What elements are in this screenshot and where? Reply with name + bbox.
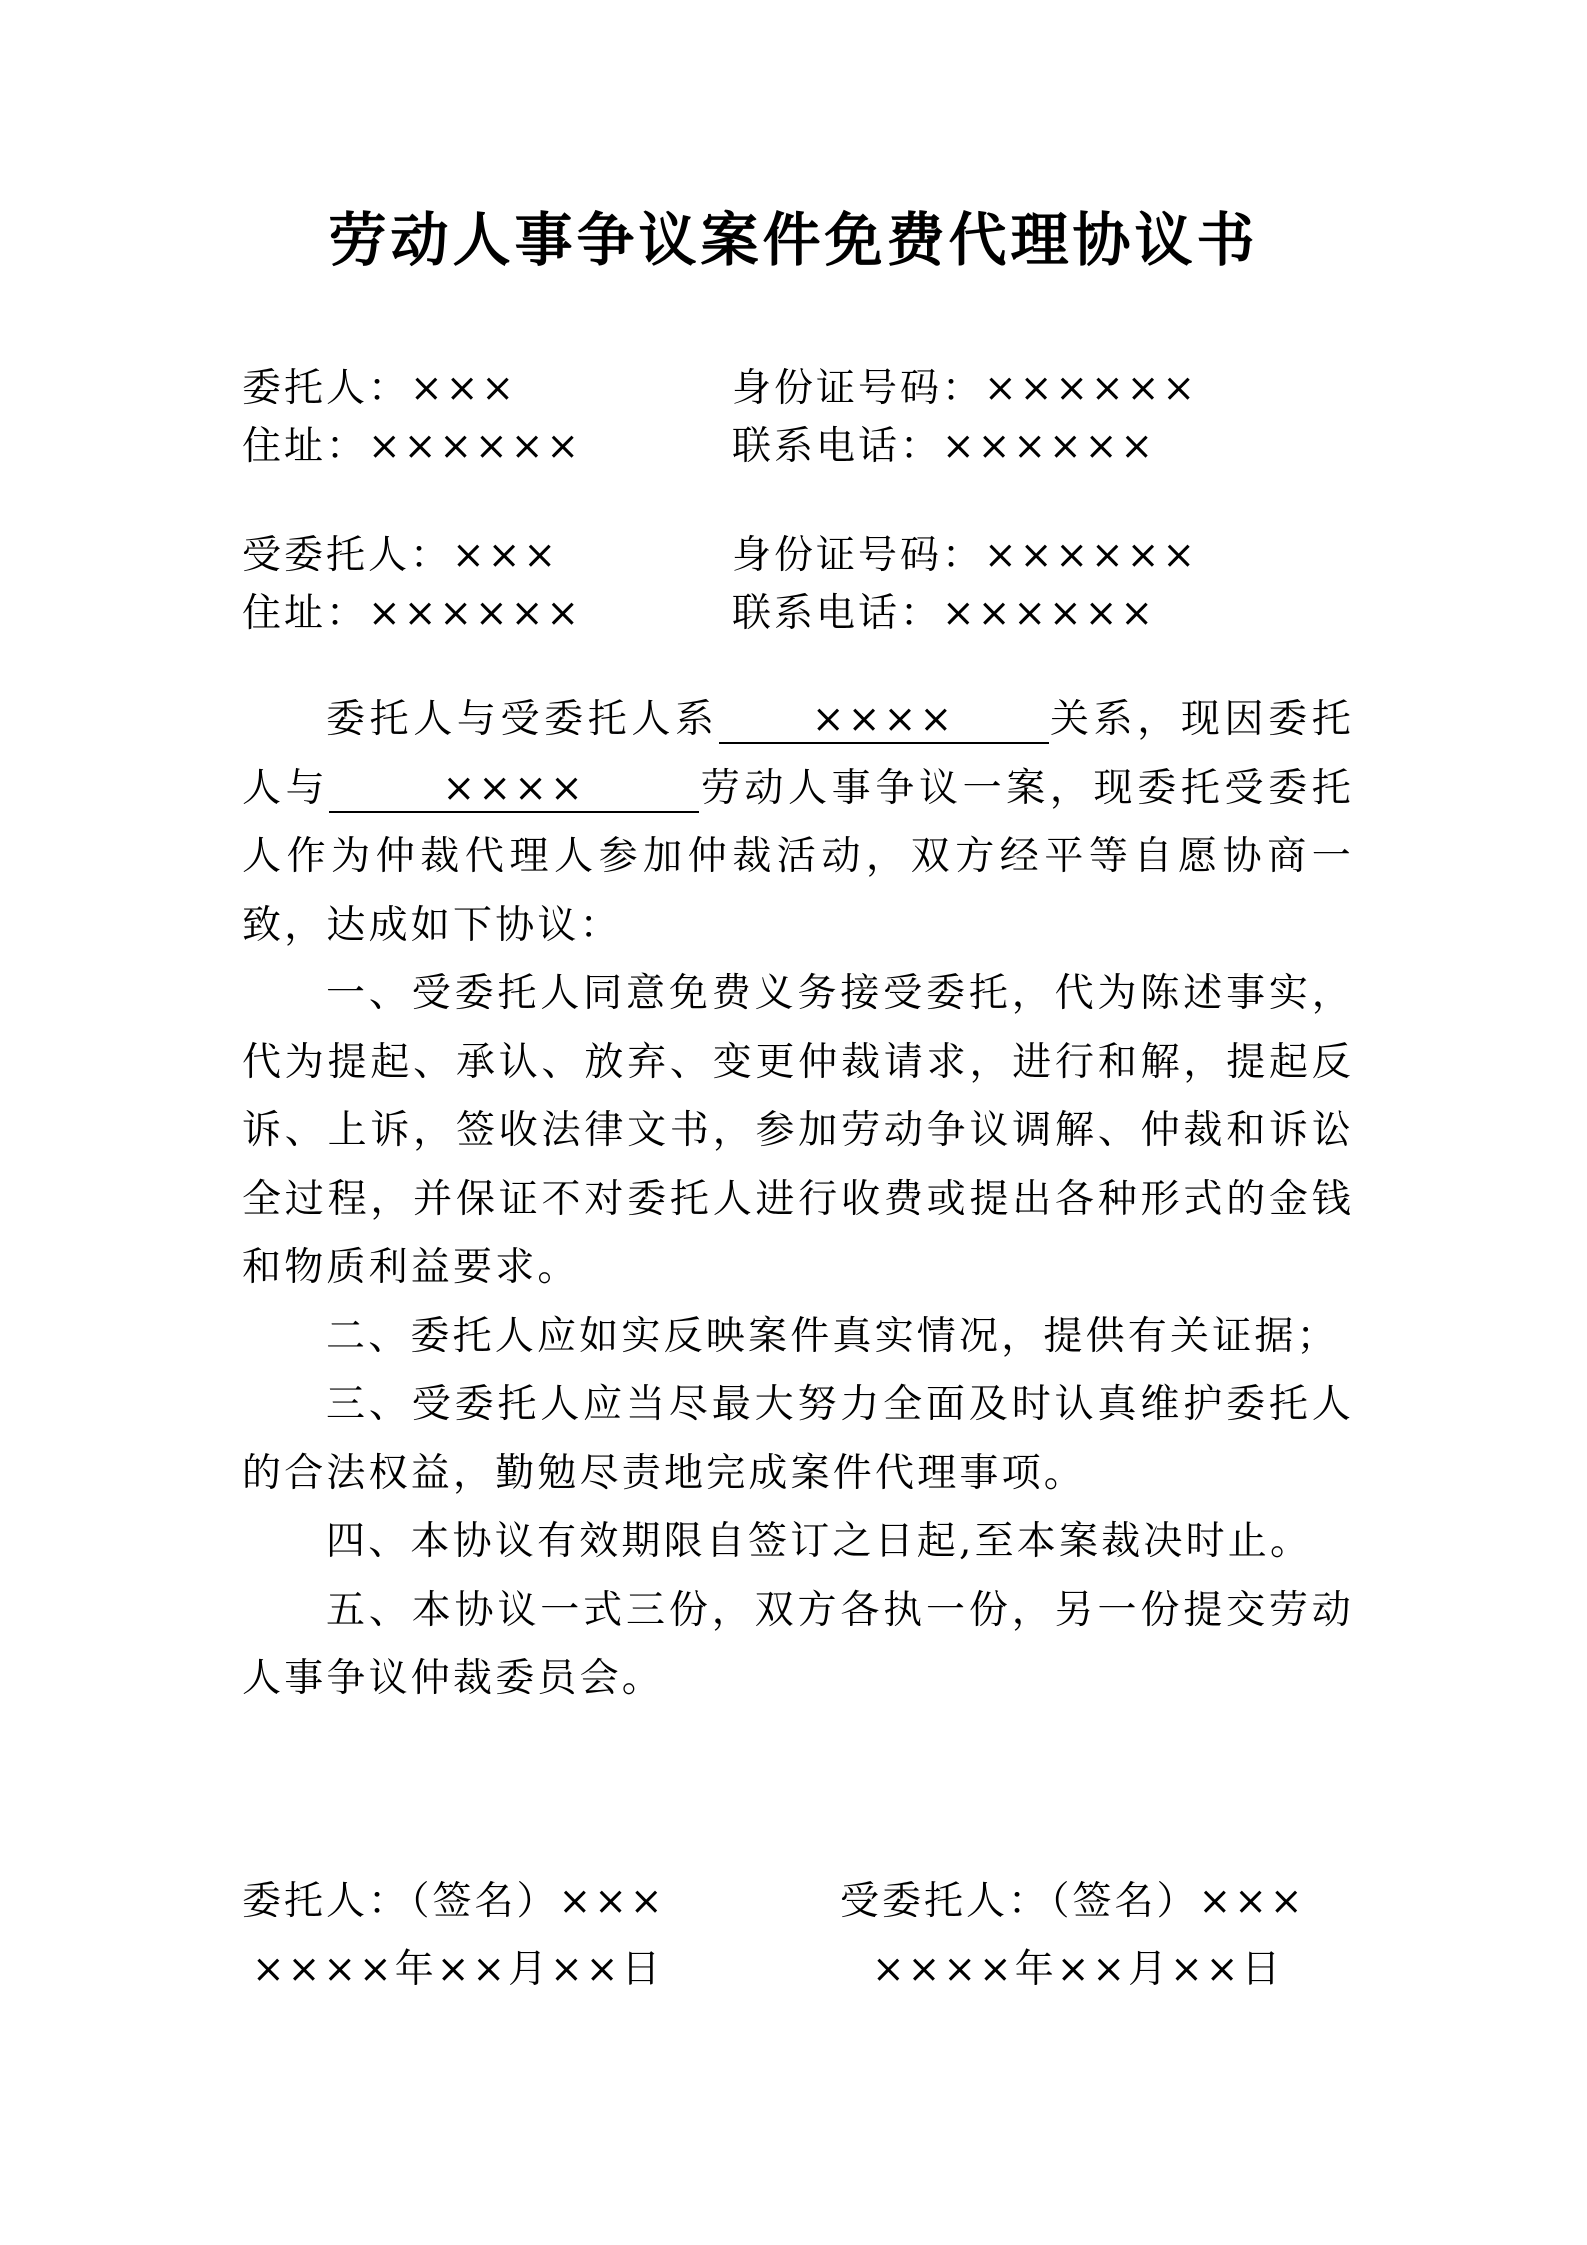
agent-info [242, 527, 1372, 643]
principal-address-label: 住址： [242, 424, 369, 469]
agreement-body [242, 686, 1354, 1714]
document-title: 劳动人事争议案件免费代理协议书 [328, 206, 1259, 274]
agent-id-line [732, 527, 1198, 585]
agent-signature-label: 受委托人：（签名） [840, 1879, 1199, 1924]
principal-phone-label: 联系电话： [732, 424, 943, 469]
agent-name: ××× [452, 533, 560, 578]
principal-phone-line [732, 418, 1156, 476]
principal-phone: ×××××× [942, 424, 1157, 469]
agent-phone-line [732, 585, 1156, 643]
clause-3: 三、受委托人应当尽最大努力全面及时认真维护委托人的合法权益，勤勉尽责地完成案件代理事项。 [242, 1382, 1354, 1496]
intro-part3: 劳动人事争议一案，现委托受委托人作为仲裁代理人参加仲裁活动，双方经平等自愿协商一致，达成如下协议： [242, 765, 1354, 948]
principal-signature-line [242, 1868, 666, 1936]
principal-signature-label: 委托人：（签名） [242, 1879, 559, 1924]
agent-signature-date: ××××年××月××日 [872, 1947, 1284, 1992]
agent-address-label: 住址： [242, 591, 369, 636]
agent-name-label: 受委托人： [242, 533, 453, 578]
clause-5: 五、本协议一式三份，双方各执一份，另一份提交劳动人事争议仲裁委员会。 [242, 1587, 1354, 1701]
agent-signature-line [840, 1868, 1306, 1936]
agent-id: ×××××× [984, 533, 1199, 578]
agent-signature-block [840, 1868, 1306, 2004]
agent-address: ×××××× [368, 591, 583, 636]
principal-id: ×××××× [984, 366, 1199, 411]
principal-signature-block [242, 1868, 666, 2004]
principal-id-line [732, 360, 1198, 418]
principal-signature-name: ××× [558, 1879, 666, 1924]
agent-address-line [242, 585, 582, 643]
principal-name: ××× [410, 366, 518, 411]
principal-signature-date: ××××年××月××日 [252, 1947, 664, 1992]
relation-blank: ×××× [719, 698, 1049, 744]
principal-address-line [242, 418, 582, 476]
agent-phone: ×××××× [942, 591, 1157, 636]
intro-part2: 关系，现因委托人与 [242, 697, 1354, 811]
clause-1: 一、受委托人同意免费义务接受委托，代为陈述事实，代为提起、承认、放弃、变更仲裁请求，进行和解，提起反诉、上诉，签收法律文书，参加劳动争议调解、仲裁和诉讼全过程，并保证不对委托人进行收费或提出各种形式的金钱和物质利益要求。 [242, 971, 1354, 1290]
principal-address: ×××××× [368, 424, 583, 469]
principal-info [242, 360, 1372, 476]
principal-id-label: 身份证号码： [732, 366, 985, 411]
agent-phone-label: 联系电话： [732, 591, 943, 636]
intro-part1: 委托人与受委托人系 [326, 697, 719, 742]
opponent-blank: ×××× [329, 767, 699, 813]
intro-paragraph [242, 686, 1354, 960]
clause-2: 二、委托人应如实反映案件真实情况，提供有关证据； [326, 1313, 1339, 1359]
principal-name-label: 委托人： [242, 366, 411, 411]
agent-signature-name: ××× [1198, 1879, 1306, 1924]
principal-name-line [242, 360, 517, 418]
agent-id-label: 身份证号码： [732, 533, 985, 578]
agent-name-line [242, 527, 559, 585]
clause-4: 四、本协议有效期限自签订之日起,至本案裁决时止。 [326, 1519, 1313, 1564]
